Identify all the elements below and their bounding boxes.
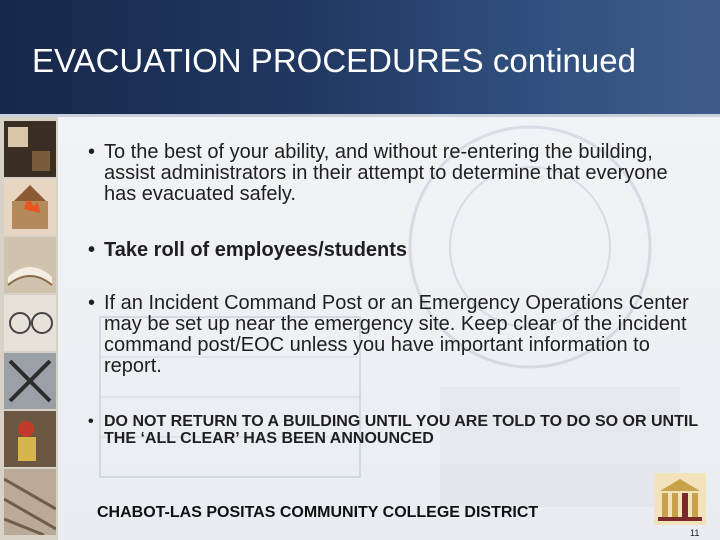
bullet-text: DO NOT RETURN TO A BUILDING UNTIL YOU ARE TOLD TO DO SO OR UNTIL THE ‘ALL CLEAR’ HAS BEEN ANNOUNCED <box>104 413 698 447</box>
slide-title: EVACUATION PROCEDURES continued <box>32 42 636 79</box>
bullet-item <box>88 293 698 377</box>
bullet-text: If an Incident Command Post or an Emergency Operations Center may be set up near the emergency site. Keep clear of the incident command post/EOC unless you have important information to report. <box>104 292 689 377</box>
bullet-marker: • <box>88 292 96 314</box>
bullet-text: Take roll of employees/students <box>104 239 408 261</box>
bullet-text: To the best of your ability, and without re-entering the building, assist administrators in their attempt to determine that everyone has evacuated safely. <box>104 141 668 205</box>
bullet-marker: • <box>88 141 96 163</box>
page-number: 11 <box>690 528 700 538</box>
bullet-item <box>88 240 688 261</box>
bullet-item <box>88 142 688 205</box>
footer-organization: CHABOT-LAS POSITAS COMMUNITY COLLEGE DISTRICT <box>97 504 539 521</box>
bullet-marker: • <box>88 239 96 261</box>
bullet-marker: • <box>88 413 94 430</box>
district-logo-icon <box>654 473 706 525</box>
bullet-item <box>88 414 698 448</box>
